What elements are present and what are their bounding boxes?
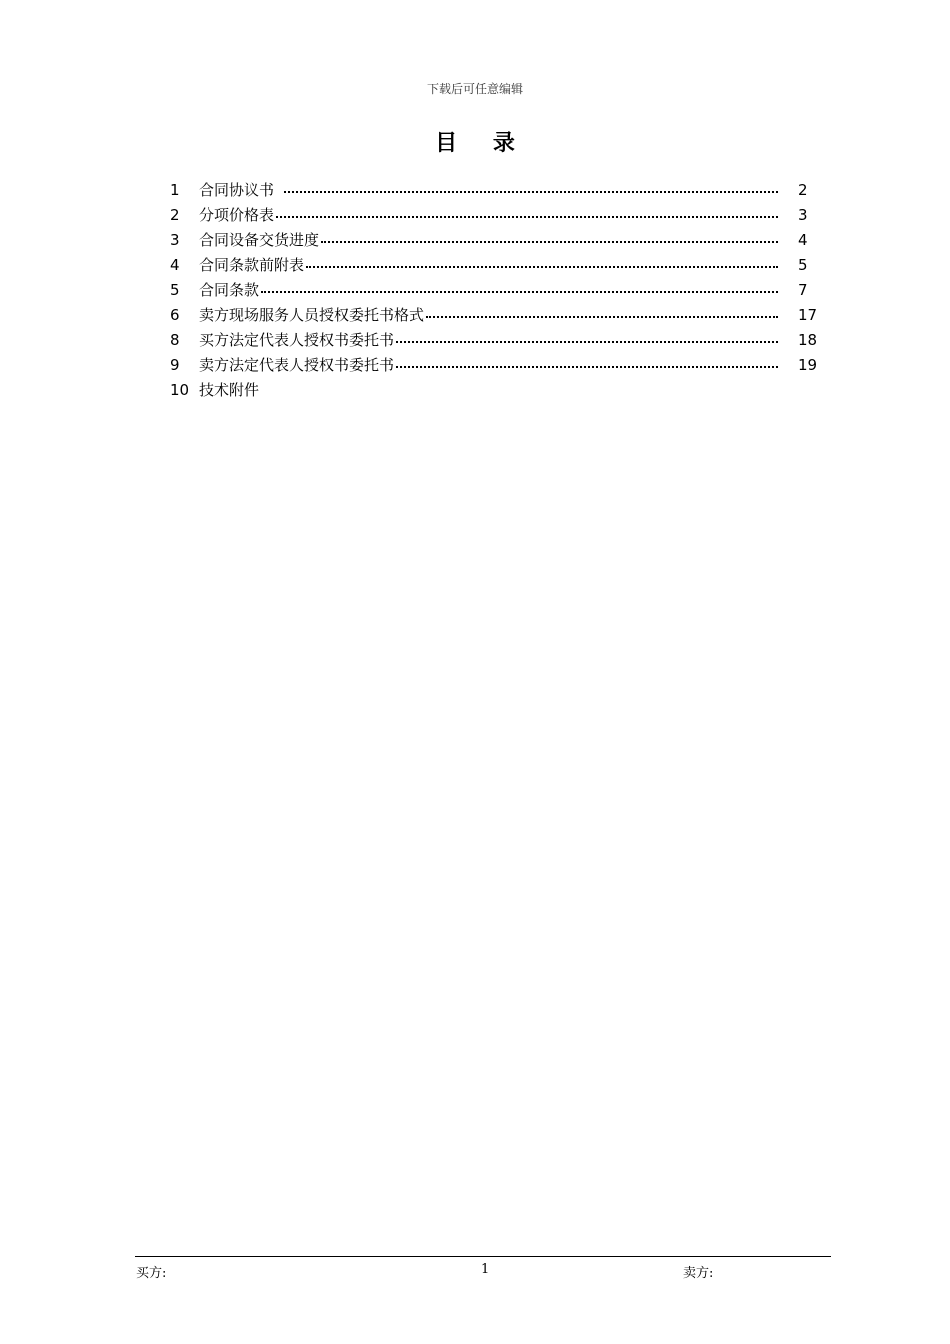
toc-dot-leader [396, 328, 778, 353]
toc-dot-leader [396, 353, 778, 378]
footer-buyer-label: 买方: [136, 1266, 167, 1281]
toc-entry[interactable] [170, 303, 830, 328]
toc-dot-leader [261, 278, 778, 303]
toc-entry[interactable] [170, 253, 830, 278]
toc-entry-number: 10 [170, 381, 190, 399]
toc-dot-leader [276, 203, 778, 228]
toc-entry-page: 17 [798, 306, 818, 324]
toc-entry-label: 分项价格表 [199, 206, 275, 224]
toc-entry-number: 5 [170, 281, 180, 299]
toc-entry-number: 9 [170, 356, 180, 374]
toc-entry[interactable] [170, 203, 830, 228]
toc-entry-number: 3 [170, 231, 180, 249]
toc-entry-label: 卖方法定代表人授权书委托书 [199, 356, 395, 374]
toc-entry-number: 8 [170, 331, 180, 349]
toc-entry-number: 6 [170, 306, 180, 324]
footer-divider [135, 1256, 831, 1257]
toc-entry[interactable] [170, 178, 830, 203]
toc-entry-number: 4 [170, 256, 180, 274]
toc-entry-number: 2 [170, 206, 180, 224]
toc-entry-page: 4 [798, 231, 808, 249]
toc-entry-label: 合同设备交货进度 [199, 231, 320, 249]
toc-dot-leader [426, 303, 778, 328]
toc-entry-page: 18 [798, 331, 818, 349]
toc-entry-label: 合同条款前附表 [199, 256, 305, 274]
toc-dot-leader [284, 178, 778, 203]
toc-entry-page: 5 [798, 256, 808, 274]
footer-page-number: 1 [481, 1262, 490, 1277]
toc-entry-label: 买方法定代表人授权书委托书 [199, 331, 395, 349]
toc-entry[interactable] [170, 353, 830, 378]
toc-dot-leader [306, 253, 778, 278]
toc-entry-page: 19 [798, 356, 818, 374]
toc-entry-number: 1 [170, 181, 180, 199]
toc-entry-page: 3 [798, 206, 808, 224]
toc-entry-page: 2 [798, 181, 808, 199]
toc-dot-leader [321, 228, 778, 253]
toc-entry[interactable] [170, 378, 830, 403]
page-title: 目 录 [435, 131, 529, 156]
toc-entry-label: 合同协议书 [199, 181, 275, 199]
toc-entry-page: 7 [798, 281, 808, 299]
toc-entry[interactable] [170, 328, 830, 353]
toc-entry-label: 卖方现场服务人员授权委托书格式 [199, 306, 425, 324]
table-of-contents [170, 178, 830, 403]
toc-entry[interactable] [170, 228, 830, 253]
footer-seller-label: 卖方: [683, 1266, 714, 1281]
toc-entry[interactable] [170, 278, 830, 303]
toc-entry-label: 技术附件 [199, 381, 260, 399]
header-note: 下载后可任意编辑 [426, 82, 523, 96]
toc-entry-label: 合同条款 [199, 281, 260, 299]
